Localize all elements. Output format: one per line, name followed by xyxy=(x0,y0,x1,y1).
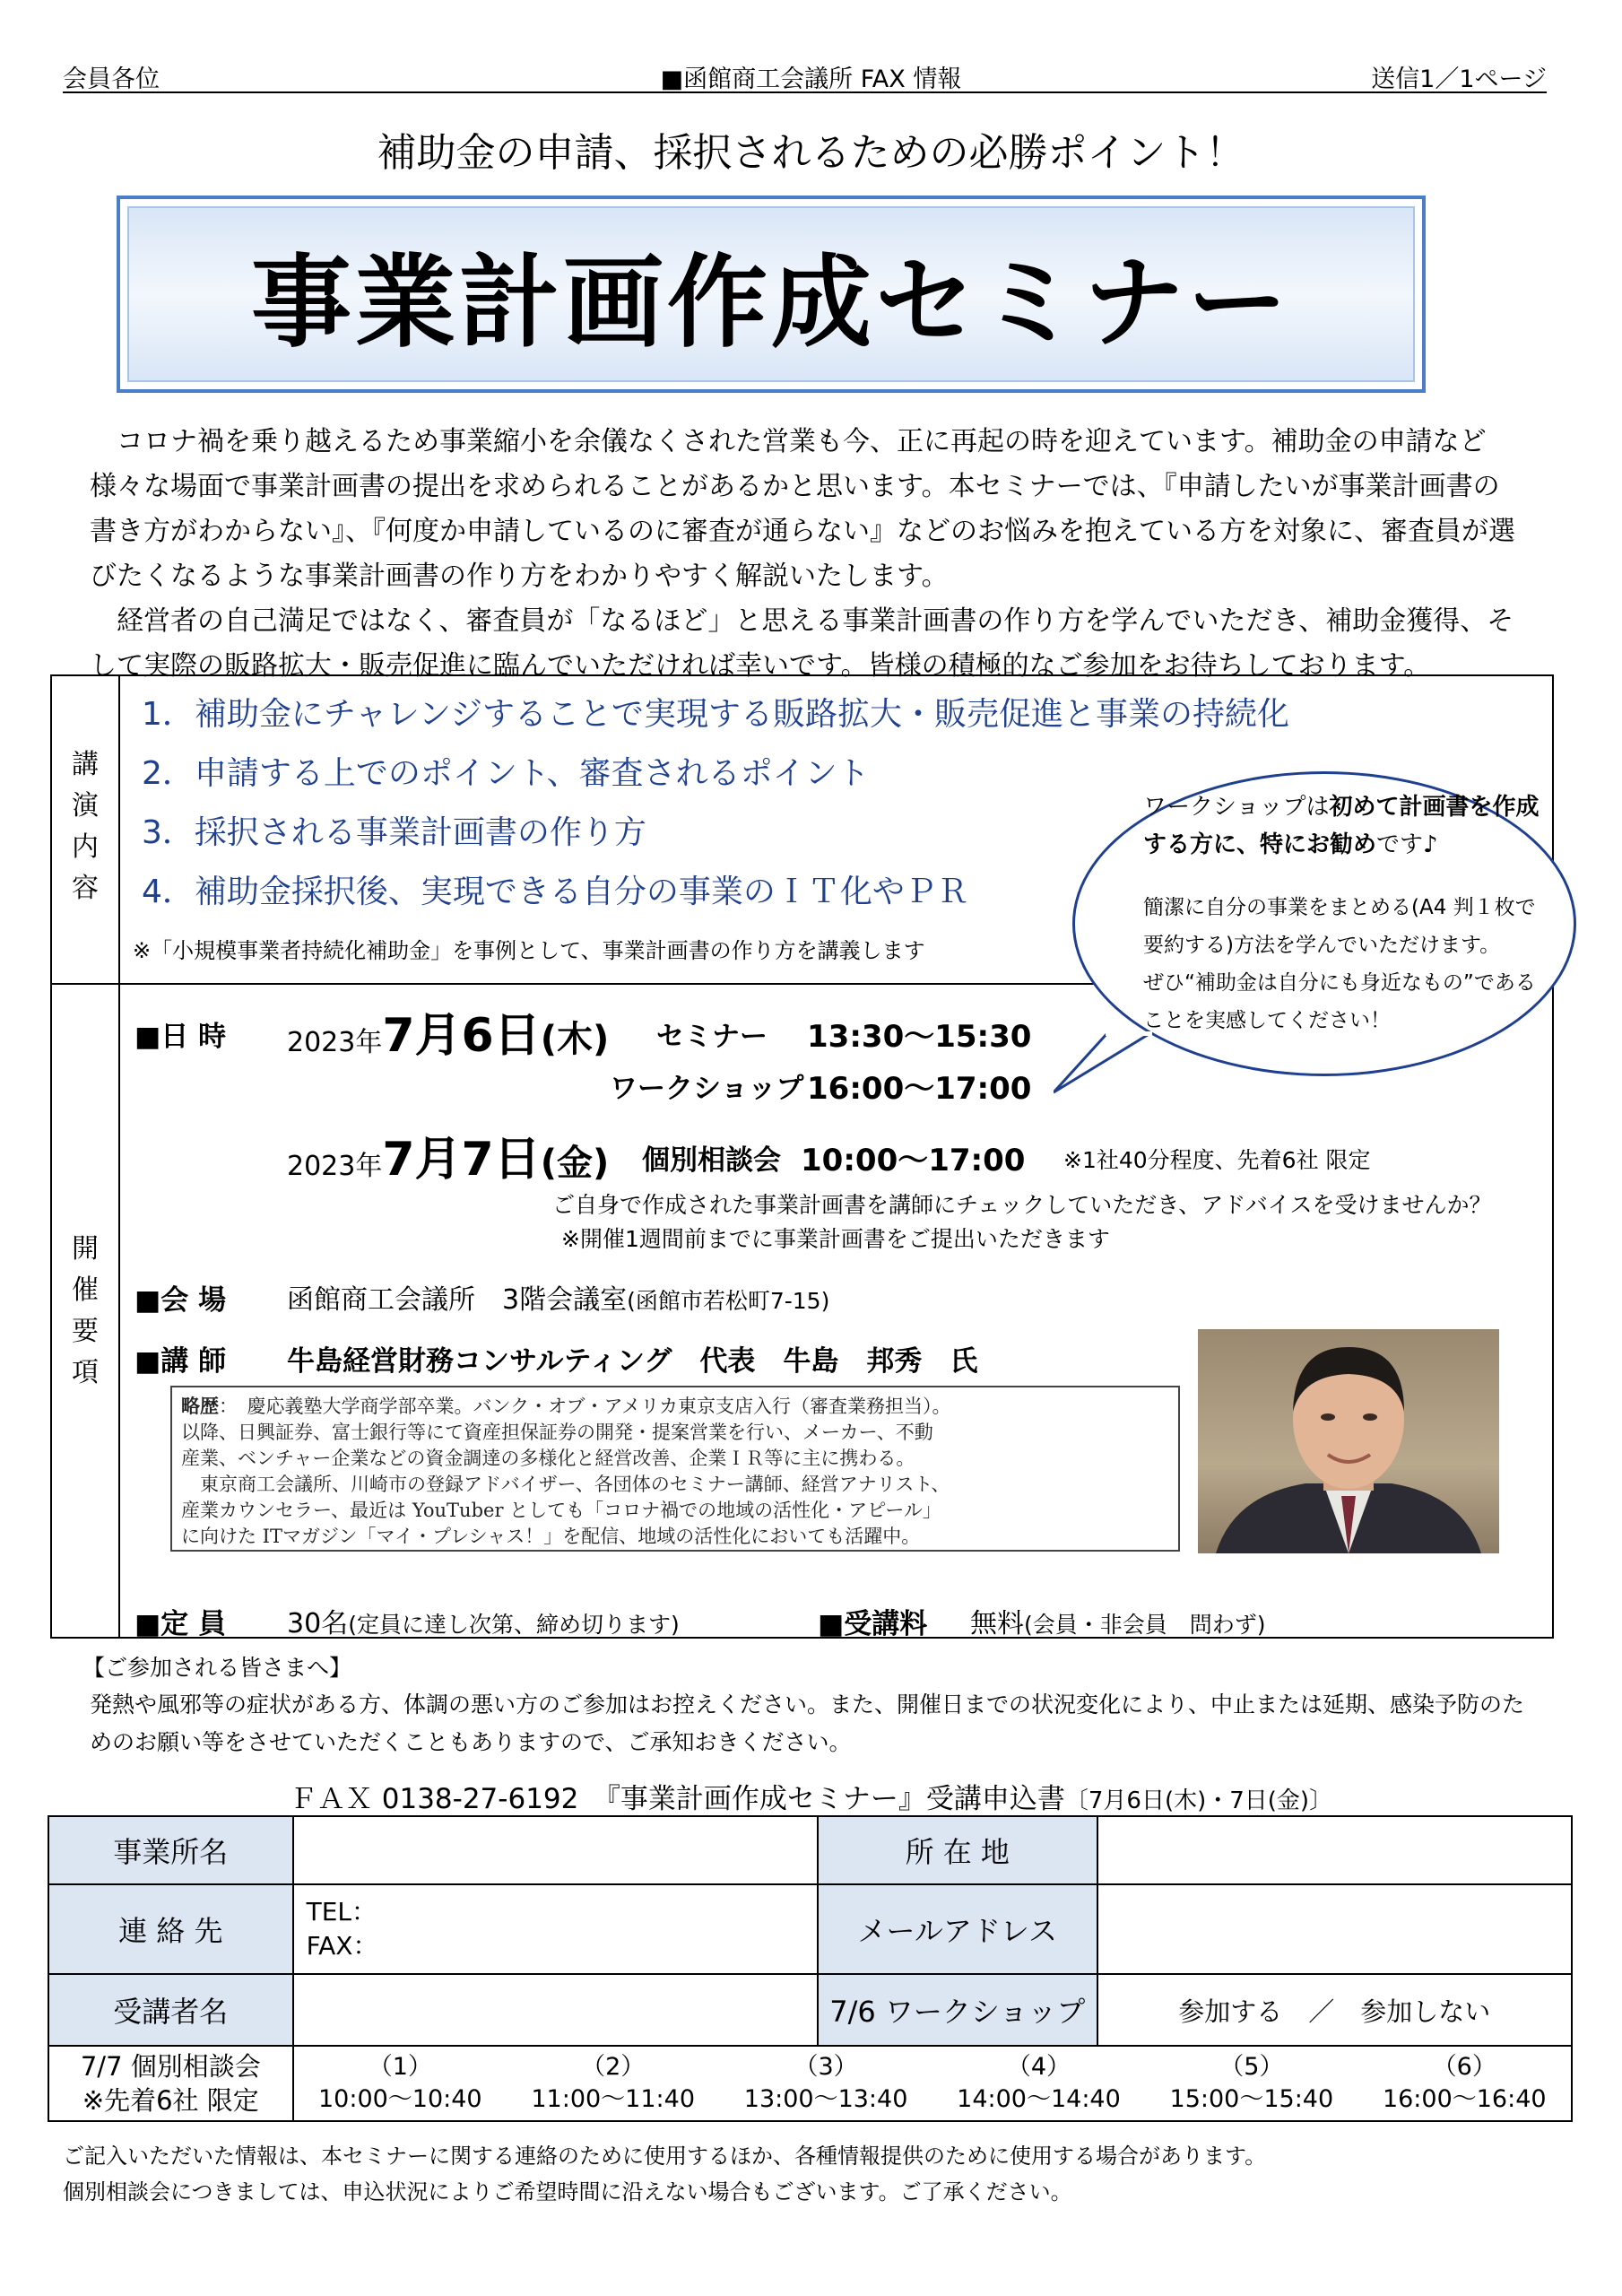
fax-label: FAX： xyxy=(306,1931,378,1961)
contact-label: 連 絡 先 xyxy=(48,1884,293,1974)
consult-label: 個別相談会 xyxy=(642,1144,781,1177)
tel-label: TEL： xyxy=(306,1897,377,1926)
seminar-time: 13:30～15:30 xyxy=(807,1019,1032,1055)
lecturer-photo xyxy=(1198,1329,1499,1553)
notice-text: 発熱や風邪等の症状がある方、体調の悪い方のご参加はお控えください。また、開催日までの状況変化により、中止または延期、感染予防のためのお願い等をさせていただくこともありますので、ご承知おきください。 xyxy=(90,1692,1525,1755)
consult-desc: ご自身で作成された事業計画書を講師にチェックしていただき、アドバイスを受けませんか？ xyxy=(552,1192,1492,1218)
slot-option[interactable]: （2） 11:00～11:40 xyxy=(531,2053,695,2113)
bubble-tail xyxy=(1054,1031,1152,1094)
capacity: 30名(定員に達し次第、締め切ります) xyxy=(287,1608,680,1639)
consult-form-label: 7/7 個別相談会 ※先着6社 限定 xyxy=(48,2046,293,2121)
bubble-line: ことを実感してください！ xyxy=(1143,1009,1391,1032)
details-label: 開 催 要 項 xyxy=(72,1233,99,1388)
slot-option[interactable]: （6） 16:00～16:40 xyxy=(1382,2053,1547,2113)
slot-option[interactable]: （3） 13:00～13:40 xyxy=(743,2053,908,2113)
page-title: 事業計画作成セミナー xyxy=(251,244,1291,361)
bubble-line: ワークショップは初めて計画書を作成 xyxy=(1143,794,1540,821)
title-banner xyxy=(117,196,1426,393)
fax-info-label: ■函館商工会議所 FAX 情報 xyxy=(660,65,962,93)
intro-paragraph: コロナ禍を乗り越えるため事業縮小を余儀なくされた営業も今、正に再起の時を迎えています。補助金の申請など様々な場面で事業計画書の提出を求められることがあるかと思います。本セミナーでは、『申請したいが事業計画書の書き方がわからない』、『何度か申請しているのに審査が通らない』などのお悩みを抱えている方を対象に、審査員が選びたくなるような事業計画書の作り方をわかりやすく解説いたします。 xyxy=(90,426,1515,592)
workshop-form-label: 7/6 ワークショップ xyxy=(818,1974,1097,2046)
workshop-choice[interactable]: 参加する ／ 参加しない xyxy=(1097,1974,1572,2046)
header-divider xyxy=(63,91,1547,93)
lecturer-name: 牛島経営財務コンサルティング 代表 牛島 邦秀 氏 xyxy=(287,1345,978,1378)
workshop-label: ワークショップ xyxy=(610,1073,804,1105)
slot-option[interactable]: （5） 15:00～15:40 xyxy=(1169,2053,1334,2113)
form-row xyxy=(48,2046,1572,2121)
form-row xyxy=(48,1884,1572,1974)
consult-time: 10:00～17:00 xyxy=(801,1143,1026,1178)
capacity-label: ■定 員 xyxy=(134,1608,227,1640)
lecturer-label: ■講 師 xyxy=(134,1345,227,1378)
lecture-item: 1．補助金にチャレンジすることで実現する販路拡大・販売促進と事業の持続化 xyxy=(142,696,1290,733)
notice-heading: 【ご参加される皆さまへ】 xyxy=(82,1655,352,1681)
lecture-item: 3．採択される事業計画書の作り方 xyxy=(142,814,646,851)
lecture-item: 4．補助金採択後、実現できる自分の事業のＩＴ化やＰＲ xyxy=(142,874,969,910)
fee-label: ■受講料 xyxy=(818,1608,928,1640)
contact-field[interactable] xyxy=(293,1884,818,1974)
intro-paragraph: 経営者の自己満足ではなく、審査員が「なるほど」と思える事業計画書の作り方を学んでいただき、補助金獲得、そして実際の販路拡大・販売促進に臨んでいただければ幸いです。皆様の積極的なご参加をお待ちしております。 xyxy=(90,605,1514,682)
recipient-label: 会員各位 xyxy=(63,65,160,93)
office-name-label: 事業所名 xyxy=(48,1816,293,1884)
attendee-field[interactable] xyxy=(293,1974,818,2046)
form-row xyxy=(48,1974,1572,2046)
fee: 無料(会員・非会員 問わず) xyxy=(970,1608,1266,1639)
seminar-label: セミナー xyxy=(656,1021,768,1053)
lecture-note: ※「小規模事業者持続化補助金」を事例として、事業計画書の作り方を講義します xyxy=(133,938,925,963)
bubble-line: する方に、特にお勧めです♪ xyxy=(1143,831,1438,858)
privacy-footnote: ご記入いただいた情報は、本セミナーに関する連絡のために使用するほか、各種情報提供のために使用する場合があります。 xyxy=(63,2144,1267,2169)
email-label: メールアドレス xyxy=(818,1884,1097,1974)
venue-label: ■会 場 xyxy=(134,1284,227,1317)
consult-slots xyxy=(293,2046,1572,2121)
workshop-time: 16:00～17:00 xyxy=(807,1071,1032,1107)
application-form xyxy=(48,1815,1573,2122)
slot-option[interactable]: （4） 14:00～14:40 xyxy=(957,2053,1121,2113)
date-1: 2023年7月6日(木) xyxy=(287,1009,610,1063)
date-label: ■日 時 xyxy=(134,1021,227,1053)
lecturer-bio: 略歴： 慶応義塾大学商学部卒業。バンク・オブ・アメリカ東京支店入行（審査業務担当）。 以降、日興証券、富士銀行等にて資産担保証券の開発・提案営業を行い、メーカー、不動 産業、ベンチャー企業などの資金調達の多様化と経営改善、企業ＩＲ等に主に携わる。 東京商工会議所、川崎市の登録アドバイザー、各団体のセミナー講師、経営アナリスト、 産業カウンセラー、最近は YouTuber としても「コロナ禍での地域の活性化・アピール」 に向けた ITマガジン「マイ・プレシャス！」を配信、地域の活性化においても活躍中。 xyxy=(170,1386,1180,1552)
page-count-label: 送信1／1ページ xyxy=(1371,65,1547,93)
form-heading: ＦＡＸ 0138-27-6192 『事業計画作成セミナー』受講申込書〔7月6日(木)・7日(金)〕 xyxy=(289,1783,1333,1815)
date-2: 2023年7月7日(金) xyxy=(287,1133,610,1187)
location-label: 所 在 地 xyxy=(818,1816,1097,1884)
intro-text xyxy=(90,420,1524,689)
consult-footnote: 個別相談会につきましては、申込状況によりご希望時間に沿えない場合もございます。ご了承ください。 xyxy=(63,2179,1072,2205)
email-field[interactable] xyxy=(1097,1884,1572,1974)
bubble-line: ぜひ“補助金は自分にも身近なもの”である xyxy=(1143,971,1536,995)
consult-deadline: ※開催1週間前までに事業計画書をご提出いただきます xyxy=(561,1226,1110,1252)
location-field[interactable] xyxy=(1097,1816,1572,1884)
office-name-field[interactable] xyxy=(293,1816,818,1884)
bubble-line: 要約する)方法を学んでいただけます。 xyxy=(1143,934,1501,957)
consult-note: ※1社40分程度、先着6社 限定 xyxy=(1063,1147,1371,1173)
subtitle: 補助金の申請、採択されるための必勝ポイント！ xyxy=(377,130,1245,176)
venue: 函館商工会議所 3階会議室(函館市若松町7-15) xyxy=(287,1284,830,1316)
lecture-item: 2．申請する上でのポイント、審査されるポイント xyxy=(142,755,870,792)
form-row xyxy=(48,1816,1572,1884)
lecture-label: 講 演 内 容 xyxy=(72,749,99,904)
attendee-label: 受講者名 xyxy=(48,1974,293,2046)
bubble-line: 簡潔に自分の事業をまとめる(A4 判１枚で xyxy=(1143,896,1536,919)
slot-option[interactable]: （1） 10:00～10:40 xyxy=(317,2053,482,2113)
